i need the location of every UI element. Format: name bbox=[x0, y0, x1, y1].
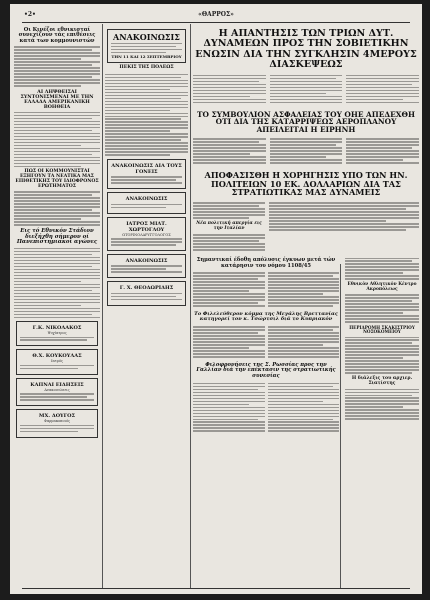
headline: Η διάλεξις του αρχιερ. Σιατίστης bbox=[351, 375, 413, 386]
page-number: •2• bbox=[24, 11, 36, 18]
headline: ΤΟ ΣΥΜΒΟΥΛΙΟΝ ΑΣΦΑΛΕΙΑΣ ΤΟΥ ΟΗΕ ΑΠΕΔΕΧΘΗ ΟΤΙ ΔΙΑ ΤΗΣ ΚΑΤΑΡΡΙΨΕΩΣ ΑΕΡΟΠΛΑΝΟΥ ΑΠΕΙΛΕΙΤΑΙ Η ΕΙΡΗΝΗ bbox=[197, 109, 415, 135]
headline: Εις τό Εθνικόν Στάδιον διεξήχθη σήμερον οί Πανεπιστημιακοί αγώνες bbox=[16, 227, 98, 246]
classified-ad: Γ.Κ. ΝΙΚΟΛΑΚΟΣ Ψυχίατρος bbox=[16, 321, 98, 346]
newspaper-page bbox=[10, 4, 422, 594]
classified-ad: ΑΝΑΚΟΙΝΩΣΙΣ ΔΙΑ ΤΟΥΣ ΓΟΝΕΙΣ bbox=[107, 159, 186, 189]
headline: ΠΕΚΙΣ ΤΗΣ ΠΟΛΕΩΣ bbox=[119, 64, 174, 70]
headline: ΠΩΣ ΟΙ ΚΟΜΜΟΥΝΙΣΤΑΙ ΕΞΗΓΟΥΝ ΤΑ ΝΕΑΤΙΚΑ ΜΑΣ ΕΠΙΘΕΤΙΚΗΣ ΤΟΥ ΙΔΙΟΦΡΟΝΟΣ ΕΡΩΤΗΜΑΤΟΣ bbox=[15, 169, 99, 189]
header-rule bbox=[22, 22, 410, 23]
notice-title: ΑΝΑΚΟΙΝΩΣΙΣ bbox=[113, 32, 180, 42]
masthead: «ΘΑΡΡΟΣ» bbox=[198, 11, 234, 18]
notice-date: ΤΗΝ 11 ΚΑΙ 12 ΣΕΠΤΕΜΒΡΙΟΥ bbox=[111, 53, 182, 59]
headline: Σημαντικαί έδοθη απόλυσις έγκυων μετά τών κατάρησιν του νόμου 1108/45 bbox=[196, 257, 336, 269]
headline: Φιλοφρονήσεις της Σ. Ρωσσίας προς την Γαλλίαν διά την επέκτασιν της στρατιωτικής συνεσίας bbox=[196, 361, 336, 379]
column-1 bbox=[14, 26, 100, 592]
headline: Το Φιλελεύθερον κόμμα της Μεγάλης Βρεττανίας κατηγορεί τον κ. Τσώρτσιλ διά το Κυπριακόν bbox=[194, 311, 338, 323]
column-2 bbox=[105, 26, 188, 592]
notice-box bbox=[107, 29, 186, 63]
running-header bbox=[24, 10, 408, 22]
classified-ad: Θ.Χ. ΚΟΥΚΟΥΛΑΣ Ιατρός bbox=[16, 349, 98, 374]
headline: ΠΕΡΙΔΡΟΜΗ ΣΚΑΚΙΣΤΡΙΟΥ ΝΟΣΟΚΟΜΕΙΟΥ bbox=[349, 324, 415, 335]
classified-ad: ΙΑΤΡΟΣ ΜΙΛΤ. ΧΩΡΤΟΓΛΟΥ ΩΤΟΡΙΝΟΛΑΡΥΓΓΟΛΟΓΟΣ bbox=[107, 217, 186, 251]
headline: ΑΠΟΦΑΣΙΣΘΗ Η ΧΟΡΗΓΗΣΙΣ ΥΠΟ ΤΩΝ ΗΝ. ΠΟΛΙΤΕΙΩΝ 10 ΕΚ. ΔΟΛΛΑΡΙΩΝ ΔΙΑ ΤΑΣ ΣΤΡΑΤΙΩΤΙΚΑΣ ΜΑΣ ΔΥΝΑΜΕΙΣ bbox=[204, 170, 408, 198]
headline: Νέα πολιτική απεργία εις την Ιταλίαν bbox=[196, 220, 262, 231]
column-divider bbox=[190, 24, 191, 589]
main-stories bbox=[193, 26, 419, 592]
classified-ad: ΜΧ. ΔΟΥΓΟΣ Φαρμακοποιός bbox=[16, 409, 98, 437]
column-divider bbox=[102, 24, 103, 589]
classified-ad: ΑΝΑΚΟΙΝΩΣΙΣ bbox=[107, 254, 186, 278]
headline: ΑΙ ΛΗΨΘΕΙΣΑΙ ΣΥΝΤΟΝΙΣΜΕΝΑΙ ΜΕ ΤΗΝ ΕΛΛΑΔΑ ΑΜΕΡΙΚΑΝΙΚΗ ΒΟΗΘΕΙΑ bbox=[20, 88, 94, 110]
classified-ad: ΚΑΠΝΑΙ ΕΙΔΗΣΕΙΣ Ανακοινώσεις bbox=[16, 378, 98, 406]
headline: Οι Κινέζοι εθνικισταί συνεχίζουν τάς επιθέσεις κατά των κομμουνιστών bbox=[18, 27, 96, 44]
lead-headline: Η ΑΠΑΝΤΗΣΙΣ ΤΩΝ ΤΡΙΩΝ ΔΥΤ. ΔΥΝΑΜΕΩΝ ΠΡΟΣ ΤΗΝ ΣΟΒΙΕΤΙΚΗΝ ΕΝΩΣΙΝ ΔΙΑ ΤΗΝ ΣΥΓΚΛΗΣΙΝ 4ΜΕΡΟΥΣ ΔΙΑΣΚΕΨΕΩΣ bbox=[195, 28, 417, 71]
headline: Εθνικόν Αθλητικόν Κέντρο Ακροπόλεως bbox=[347, 281, 417, 292]
classified-ad: Γ. Χ. ΘΕΟΔΩΡΙΔΗΣ bbox=[107, 281, 186, 305]
footer-rule bbox=[22, 588, 410, 589]
classified-ad: ΑΝΑΚΟΙΝΩΣΙΣ bbox=[107, 192, 186, 213]
